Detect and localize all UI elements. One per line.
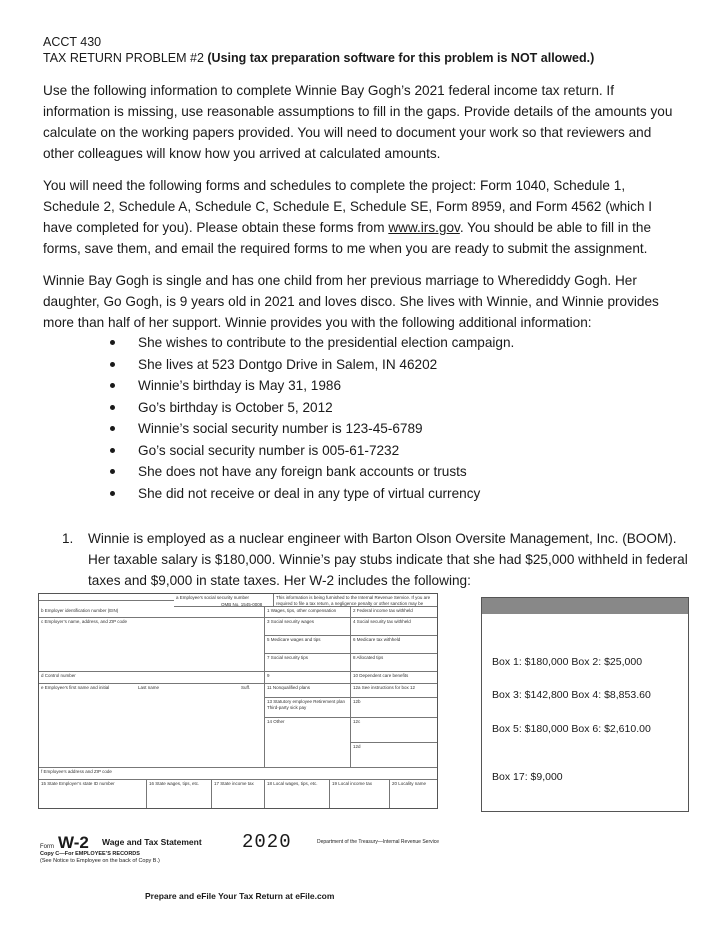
w2-box13-cell: 13 Statutory employee Retirement plan Third-party sick pay (265, 698, 351, 718)
w2-form-name (40, 833, 89, 853)
w2-last-name-cell: Last name (136, 684, 239, 768)
w2-form-number: W-2 (58, 833, 89, 852)
list-item: Go’s birthday is October 5, 2012 (108, 397, 514, 419)
w2-box20-cell: 20 Locality name (392, 781, 427, 786)
list-item: She does not have any foreign bank accounts or trusts (108, 461, 514, 483)
w2-box12a-cell: 12a See instructions for box 12 (351, 684, 437, 698)
list-item: Go’s social security number is 005-61-7232 (108, 440, 514, 462)
forms-paragraph (43, 175, 683, 259)
family-paragraph: Winnie Bay Gogh is single and has one child from her previous marriage to Wherediddy Gogh. Her daughter, Go Gogh, is 9 years old in 2021 and loves disco. She lives with Winnie, and Winnie provides more than half of her support. Winnie provides you with the following additional information: (43, 273, 659, 330)
efile-banner: Prepare and eFile Your Tax Return at eFile.com (145, 891, 335, 901)
w2-box4-cell: 4 Social security tax withheld (351, 618, 437, 636)
w2-box5-cell: 5 Medicare wages and tips (265, 636, 351, 654)
w2-box12d-cell: 12d (351, 743, 437, 768)
w2-box3-cell: 3 Social security wages (265, 618, 351, 636)
w2-summary-box (481, 597, 689, 812)
w2-year: 2020 (242, 831, 292, 853)
w2-box19-cell: 19 Local income tax (330, 780, 390, 808)
w2-box14-cell: 14 Other (265, 718, 351, 768)
w2-form-label: Form (40, 844, 54, 850)
w2-subtitle: Wage and Tax Statement (102, 837, 202, 847)
summary-line-1: Box 1: $180,000 Box 2: $25,000 (492, 656, 643, 668)
w2-employee-first-cell: e Employee’s first name and initial (39, 684, 136, 768)
w2-box12b-cell: 12b (351, 698, 437, 718)
course-code: ACCT 430 (43, 35, 102, 49)
summary-line-2: Box 3: $142,800 Box 4: $8,853.60 (492, 689, 651, 701)
w2-box9-cell: 9 (265, 672, 351, 684)
w2-notice-cell: This information is being furnished to the Internal Revenue Service. If you are required to file a tax return, a negligence penalty or other sanction may be (274, 594, 437, 607)
w2-box12c-cell: 12c (351, 718, 437, 743)
w2-box17-cell: 17 State income tax (212, 780, 265, 808)
w2-box16-cell: 16 State wages, tips, etc. (147, 780, 212, 808)
item-1-number: 1. (62, 531, 74, 546)
item-1-text: Winnie is employed as a nuclear engineer with Barton Olson Oversite Management, Inc. (BOOM). Her taxable salary is $180,000. Winnie’s pay stubs indicate that she had $25,000 withheld in federal taxes and $9,000 in state taxes. Her W-2 includes the following: (88, 531, 688, 588)
w2-omb-cell: OMB No. 1545-0008 (221, 602, 263, 607)
w2-box11-cell: 11 Nonqualified plans (265, 684, 351, 698)
w2-box1-cell: 1 Wages, tips, other compensation (265, 607, 351, 618)
list-item: She did not receive or deal in any type of virtual currency (108, 483, 514, 505)
intro-paragraph: Use the following information to complete Winnie Bay Gogh’s 2021 federal income tax return. If information is missing, use reasonable assumptions to fill in the gaps. Provide details of the amounts you calculate on the working papers provided. You will need to document your work so that reviewers and other colleagues will know how you arrived at calculated amounts. (43, 83, 673, 161)
info-bullet-list (108, 332, 514, 504)
w2-box15-cell: 15 State Employer’s state ID number (39, 780, 147, 808)
w2-copy-line1: Copy C—For EMPLOYEE’S RECORDS (40, 851, 140, 857)
forms-text-after: . You should be able to fill in the forms, save them, and email the required forms to me when you are ready to submit the assignment. (43, 220, 652, 256)
w2-box10-cell: 10 Dependent care benefits (351, 672, 437, 684)
w2-ssn-cell: a Employee’s social security number (174, 594, 274, 607)
w2-control-cell: d Control number (39, 672, 265, 684)
list-item: Winnie’s birthday is May 31, 1986 (108, 375, 514, 397)
w2-box6-cell: 6 Medicare tax withheld (351, 636, 437, 654)
w2-box7-cell: 7 Social security tips (265, 654, 351, 672)
w2-box18-cell: 18 Local wages, tips, etc. (265, 780, 330, 808)
w2-ein-cell: b Employer identification number (EIN) (39, 607, 265, 618)
summary-line-4: Box 17: $9,000 (492, 771, 563, 783)
w2-box8-cell: 8 Allocated tips (351, 654, 437, 672)
problem-title-prefix: TAX RETURN PROBLEM #2 (43, 51, 208, 65)
problem-title-note: (Using tax preparation software for this problem is NOT allowed.) (207, 51, 595, 65)
w2-copy-line2: (See Notice to Employee on the back of Copy B.) (40, 858, 160, 864)
w2-suffix-cell: Suff. (239, 684, 265, 768)
w2-copy-note (40, 851, 160, 865)
summary-line-3: Box 5: $180,000 Box 6: $2,610.00 (492, 723, 651, 735)
w2-employee-address-cell: f Employee’s address and ZIP code (39, 768, 437, 780)
summary-header-bar (482, 598, 688, 614)
irs-link[interactable]: www.irs.gov (388, 220, 460, 235)
w2-employer-cell: c Employer’s name, address, and ZIP code (39, 618, 265, 672)
w2-box2-cell: 2 Federal income tax withheld (351, 607, 437, 618)
list-item: She wishes to contribute to the presidential election campaign. (108, 332, 514, 354)
w2-form (38, 593, 438, 809)
forms-text-before: You will need the following forms and schedules to complete the project: Form 1040, Schedule 1, Schedule 2, Schedule A, Schedule C, Schedule E, Schedule SE, Form 8959, and Form 4562 (which I have completed for you). Please obtain these forms from (43, 178, 653, 235)
list-item: Winnie’s social security number is 123-45-6789 (108, 418, 514, 440)
w2-department: Department of the Treasury—Internal Revenue Service (317, 839, 440, 845)
problem-title (43, 50, 594, 66)
list-item: She lives at 523 Dontgo Drive in Salem, IN 46202 (108, 354, 514, 376)
